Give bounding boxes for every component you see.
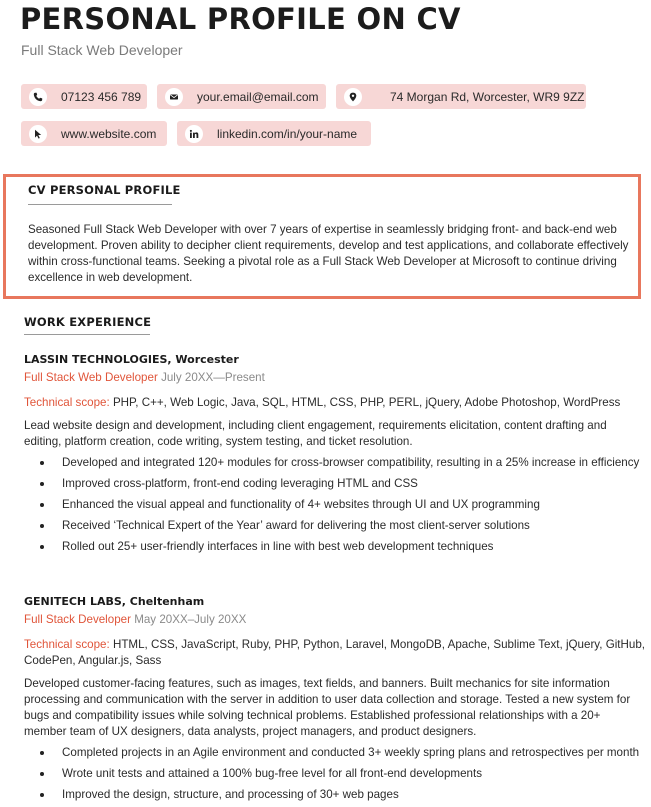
job-description: Developed customer-facing features, such as images, text fields, and banners. Built mechanics for site information processing and communication with the server in addition to user data collection and storage. Tested a new system for bugs and compatibility issues while solving technical problems. Established professional relationships with a 20+ member team of UX designers, data analysts, project managers, and product designers. [24,677,631,738]
achievement-item: Rolled out 25+ user-friendly interfaces in line with best web development techniques [24,539,646,555]
job-dates: May 20XX–July 20XX [134,613,247,626]
email-chip [157,84,326,109]
achievement-item: Developed and integrated 120+ modules for cross-browser compatibility, resulting in a 25% increase in efficiency [24,455,646,471]
address-text: 74 Morgan Rd, Worcester, WR9 9ZZ [390,89,585,104]
job-description: Lead website design and development, including client engagement, requirements elicitation, content drafting and editing, platform creation, code writing, system testing, and ticket resolution. [24,419,607,448]
phone-chip [21,84,147,109]
job-entry [24,594,646,807]
technical-scope-label: Technical scope: [24,396,110,409]
work-experience-heading: WORK EXPERIENCE [24,315,152,329]
role-line [24,611,646,628]
technical-scope [24,637,646,669]
address-chip [336,84,586,109]
achievement-item: Improved cross-platform, front-end coding leveraging HTML and CSS [24,476,646,492]
location-icon [344,88,362,106]
profile-heading: CV PERSONAL PROFILE [28,183,181,197]
linkedin-chip [177,121,371,146]
achievement-item: Enhanced the visual appeal and functionality of 4+ websites through UI and UX programming [24,497,646,513]
job-dates: July 20XX—Present [161,371,265,384]
achievement-item: Improved the design, structure, and processing of 30+ web pages [24,787,646,803]
technical-scope-text: HTML, CSS, JavaScript, Ruby, PHP, Python, Laravel, MongoDB, Apache, Sublime Text, jQuery, GitHub, CodePen, Angular.js, Sass [24,638,645,667]
name-heading: PERSONAL PROFILE ON CV [20,2,461,36]
company-name: LASSIN TECHNOLOGIES, Worcester [24,353,239,366]
website-text: www.website.com [61,126,157,141]
work-heading-divider [24,334,150,335]
linkedin-icon [185,125,203,143]
achievement-item: Received ‘Technical Expert of the Year’ award for delivering the most client-server solutions [24,518,646,534]
job-role: Full Stack Web Developer [24,371,158,384]
job-role: Full Stack Developer [24,613,131,626]
achievement-item: Completed projects in an Agile environment and conducted 3+ weekly spring plans and retrospectives per month [24,745,646,761]
phone-icon [29,88,47,106]
email-icon [165,88,183,106]
contact-row-2 [21,121,371,146]
phone-text: 07123 456 789 [61,89,142,104]
cursor-icon [29,125,47,143]
achievement-item: Wrote unit tests and attained a 100% bug-free level for all front-end developments [24,766,646,782]
profile-section [3,174,641,299]
profile-heading-divider [28,204,172,205]
technical-scope-label: Technical scope: [24,638,110,651]
profile-summary: Seasoned Full Stack Web Developer with over 7 years of expertise in seamlessly bridging front- and back-end web development. Proven ability to decipher client requirements, develop and test applications, and collaborate effectively within cross-functional teams. Seeking a pivotal role as a Full Stack Web Developer at Microsoft to continue driving excellence in web development. [28,223,629,284]
linkedin-text: linkedin.com/in/your-name [217,126,358,141]
technical-scope-text: PHP, C++, Web Logic, Java, SQL, HTML, CSS, PHP, PERL, jQuery, Adobe Photoshop, WordPress [112,396,621,409]
job-entry [24,352,646,560]
job-title-subtitle: Full Stack Web Developer [21,42,183,58]
technical-scope [24,395,646,411]
email-text: your.email@email.com [197,89,319,104]
achievement-list [24,455,646,555]
contact-row-1 [21,84,586,109]
website-chip [21,121,167,146]
company-name: GENITECH LABS, Cheltenham [24,595,205,608]
achievement-list [24,745,646,803]
role-line [24,369,646,386]
